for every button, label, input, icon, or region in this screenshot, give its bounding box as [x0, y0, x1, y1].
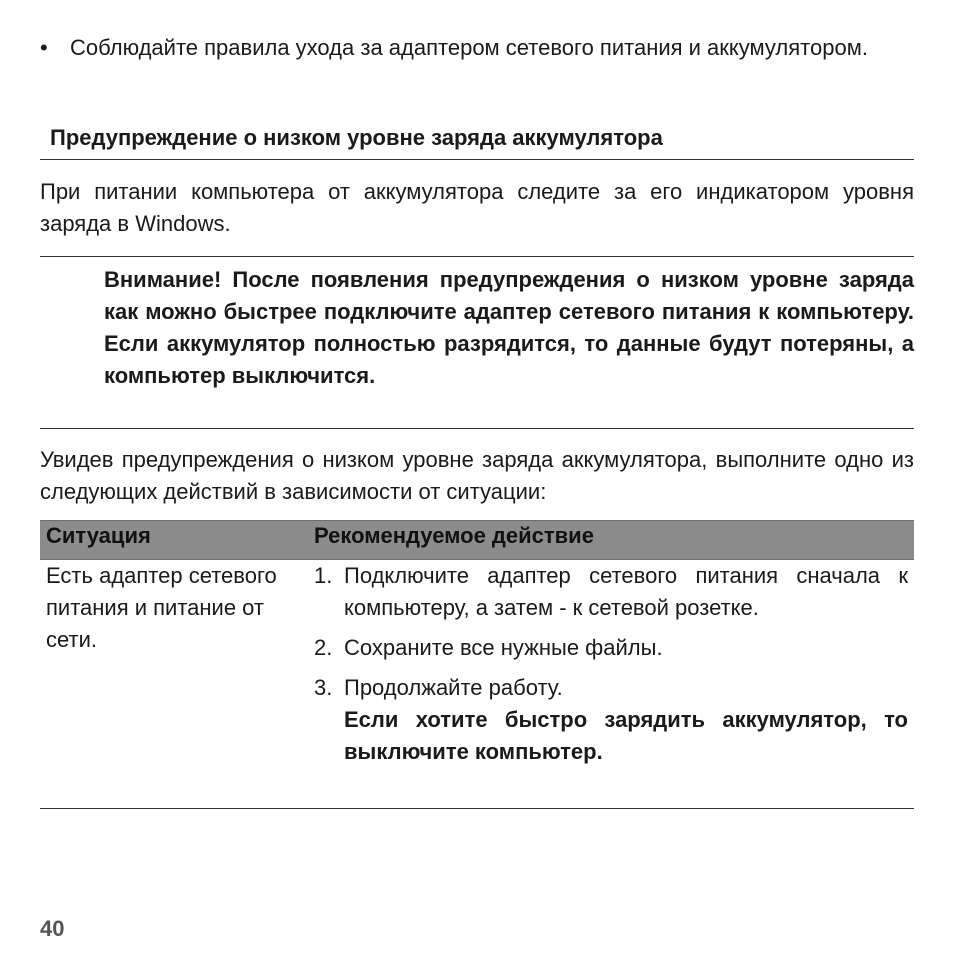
action-step: [314, 672, 908, 768]
step-number: 2.: [314, 635, 333, 660]
section-heading: Предупреждение о низком уровне заряда аккумулятора: [50, 125, 663, 150]
step-text: Продолжайте работу.: [344, 675, 563, 700]
bullet-list-item: [40, 32, 914, 64]
action-step: [314, 560, 908, 624]
warning-bottom-divider: [40, 428, 914, 429]
instruction-paragraph: Увидев предупреждения о низком уровне заряда аккумулятора, выполните одно из следующих действий в зависимости от ситуации:: [40, 447, 914, 504]
warning-top-divider: [40, 256, 914, 257]
step-note: Если хотите быстро зарядить аккумулятор, то выключите компьютер.: [344, 707, 908, 764]
column-header-action: Рекомендуемое действие: [314, 523, 594, 548]
situation-action-table: [40, 520, 914, 809]
step-number: 3.: [314, 675, 333, 700]
step-text: Подключите адаптер сетевого питания сначала к компьютеру, а затем - к сетевой розетке.: [344, 563, 908, 620]
situation-cell: Есть адаптер сетевого питания и питание от сети.: [46, 563, 277, 652]
step-text: Сохраните все нужные файлы.: [344, 635, 663, 660]
bullet-mark: •: [40, 35, 48, 60]
action-step: [314, 632, 908, 664]
step-number: 1.: [314, 563, 333, 588]
bullet-text: Соблюдайте правила ухода за адаптером сетевого питания и аккумулятором.: [70, 35, 868, 60]
column-header-situation: Ситуация: [46, 523, 151, 548]
action-cell: [314, 560, 908, 768]
table-header: [40, 520, 914, 560]
heading-divider: [40, 159, 914, 160]
warning-note: Внимание! После появления предупреждения о низком уровне заряда как можно быстрее подключите адаптер сетевого питания к компьютеру. Если аккумулятор полностью разрядится, то данные будут потеряны, а компьютер выключится.: [104, 267, 914, 388]
page-number: 40: [40, 916, 65, 941]
table-row: [40, 560, 914, 809]
intro-paragraph: При питании компьютера от аккумулятора следите за его индикатором уровня заряда в Windows.: [40, 179, 914, 236]
